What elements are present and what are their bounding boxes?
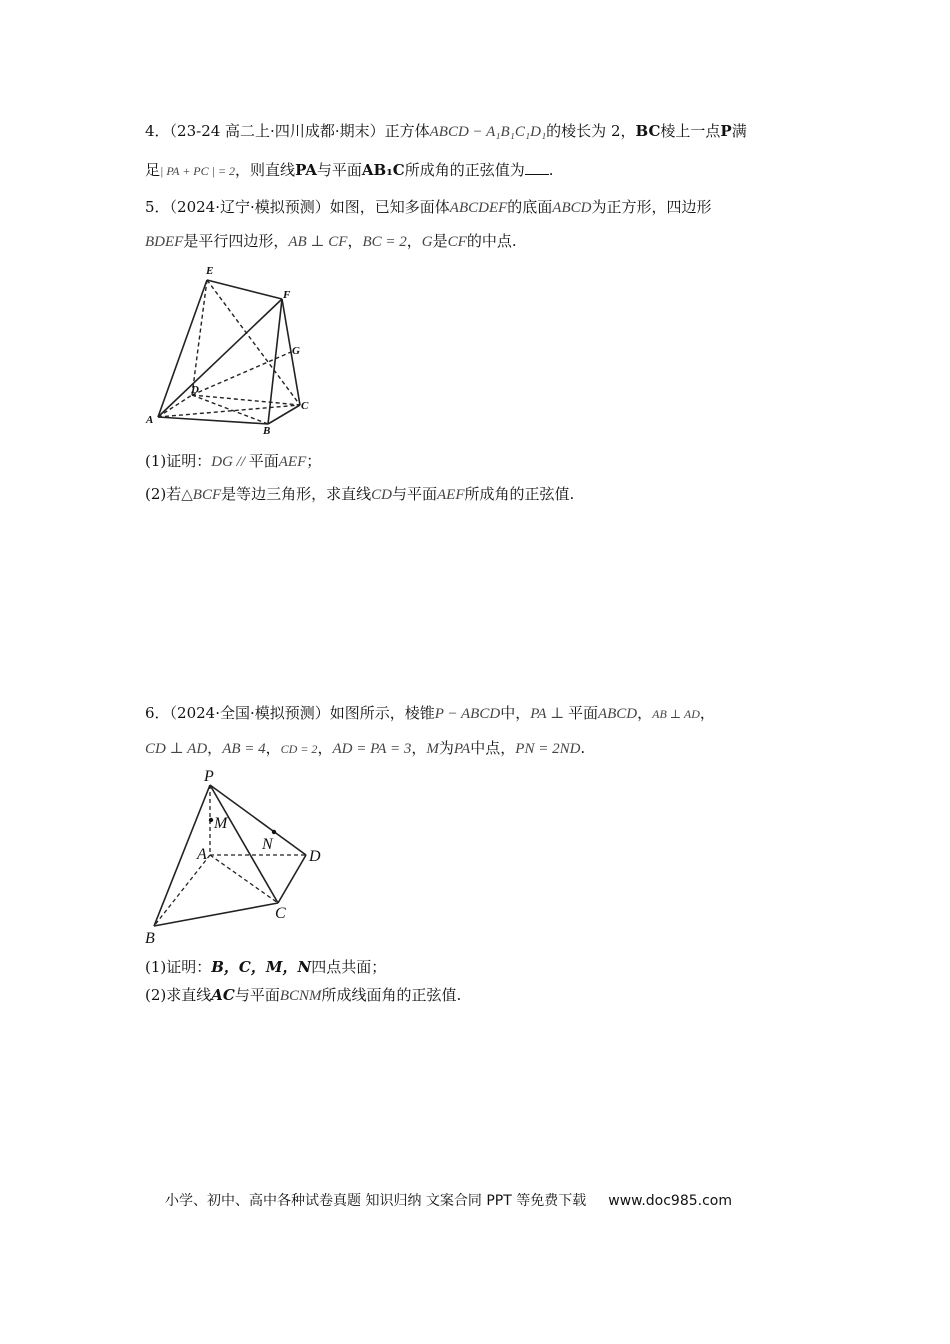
q5-math: G <box>421 234 433 250</box>
part-label: (1)证明： <box>145 452 212 470</box>
q6-math: M <box>426 741 439 757</box>
q5-text: 是 <box>432 232 448 250</box>
q4-line-2 <box>145 159 554 182</box>
q5-math: AB ⊥ CF <box>288 234 348 250</box>
fig-label-g: G <box>292 345 300 357</box>
q4-line-1 <box>145 120 747 143</box>
fig-label-a: A <box>146 414 154 426</box>
fig-label-a: A <box>197 846 207 863</box>
q6-text: ， <box>265 739 281 757</box>
q5-text: 的中点. <box>466 232 517 250</box>
q4-text: ，则直线 <box>235 161 296 179</box>
q4-text: 正方体 <box>384 122 430 140</box>
q6-text: ， <box>207 739 223 757</box>
footer-url[interactable]: www.doc985.com <box>608 1193 732 1209</box>
q6-part-1 <box>145 956 386 978</box>
q4-number: 4． <box>145 122 170 140</box>
q5-text: 如图，已知多面体 <box>329 198 450 216</box>
q5-text: 与平面 <box>391 485 437 503</box>
q5-part-1 <box>145 450 321 473</box>
fig-label-d: D <box>191 384 199 396</box>
fig-label-b: B <box>145 930 155 947</box>
q6-line-2 <box>145 737 585 760</box>
q4-text: 的棱长为 2， <box>546 122 636 140</box>
q6-text: . <box>580 739 586 757</box>
q6-math: AB ⊥ AD <box>652 707 700 721</box>
q5-number: 5． <box>145 198 170 216</box>
fig-label-c: C <box>275 905 286 922</box>
q4-bold: P <box>720 122 732 140</box>
q6-text: 为 <box>438 739 454 757</box>
fig-label-f: F <box>283 289 291 301</box>
q4-source: （23-24 高二上·四川成都·期末） <box>169 122 385 140</box>
q6-part-2 <box>145 984 461 1007</box>
q6-text: 中点， <box>470 739 516 757</box>
q6-text: ， <box>317 739 333 757</box>
q5-text: 是平行四边形， <box>183 232 289 250</box>
q5-text: ， <box>406 232 422 250</box>
q4-math-condition: | PA + PC | = 2 <box>160 164 236 178</box>
point-n <box>272 830 276 834</box>
q6-text: ， <box>699 704 715 722</box>
q4-text: 足 <box>145 161 161 179</box>
fig-label-m: M <box>214 815 228 832</box>
q5-math: CF <box>447 234 467 250</box>
q4-text: 满 <box>731 122 747 140</box>
q6-text: ， <box>411 739 427 757</box>
q4-text: 棱上一点 <box>660 122 721 140</box>
q6-math: ABCD <box>597 706 638 722</box>
q5-line-2 <box>145 230 517 253</box>
point-m <box>209 818 213 822</box>
q4-bold: PA <box>295 161 317 179</box>
footer-text: 小学、初中、高中各种试卷真题 知识归纳 文案合同 PPT 等免费下载 <box>165 1193 587 1209</box>
answer-blank <box>525 160 549 175</box>
q5-math: AEF <box>278 454 307 470</box>
q4-text: 所成角的正弦值为 <box>404 161 525 179</box>
q5-text: ； <box>306 452 322 470</box>
q5-source: （2024·辽宁·模拟预测） <box>169 198 330 216</box>
q5-part-2 <box>145 483 574 506</box>
q6-math: AD = PA = 3 <box>332 741 412 757</box>
q6-text: 所成线面角的正弦值. <box>321 986 462 1004</box>
q6-math: PN = 2ND <box>515 741 581 757</box>
q5-math: BC = 2 <box>362 234 407 250</box>
q6-text: 如图所示，棱锥 <box>329 704 435 722</box>
q4-bold: AB₁C <box>361 161 405 179</box>
q4-math-cube: ABCD − A₁B₁C₁D₁ <box>429 124 547 140</box>
q4-bold: BC <box>635 122 661 140</box>
q4-text: 与平面 <box>316 161 362 179</box>
q6-math: PA ⊥ <box>530 706 568 722</box>
q6-source: （2024·全国·模拟预测） <box>169 704 330 722</box>
fig-label-e: E <box>206 265 214 277</box>
q6-pyramid-figure <box>140 765 340 950</box>
q6-number: 6． <box>145 704 170 722</box>
q6-math: PA <box>453 741 471 757</box>
q6-text: 四点共面； <box>311 958 387 976</box>
q5-text: 所成角的正弦值. <box>464 485 575 503</box>
page-footer <box>165 1190 732 1210</box>
fig-label-c: C <box>301 400 309 412</box>
q6-math: CD ⊥ AD <box>145 741 208 757</box>
q6-text: ， <box>637 704 653 722</box>
q5-math: △BCF <box>181 487 222 503</box>
q6-bold: AC <box>211 986 235 1004</box>
q6-math: BCNM <box>279 988 322 1004</box>
q6-bold: B，C，M，N <box>211 958 312 976</box>
q5-math: BDEF <box>145 234 184 250</box>
q5-polyhedron-figure <box>140 260 320 440</box>
part-label: (1)证明： <box>145 958 212 976</box>
fig-label-p: P <box>204 768 214 785</box>
fig-label-d: D <box>309 848 321 865</box>
q5-math: CD <box>371 487 392 503</box>
q5-text: 的底面 <box>507 198 553 216</box>
q6-text: 中， <box>500 704 531 722</box>
q5-text: 平面 <box>248 452 279 470</box>
q6-line-1 <box>145 702 715 725</box>
q5-math: ABCD <box>552 200 592 216</box>
q4-text: . <box>548 161 554 179</box>
part-label: (2)若 <box>145 485 182 503</box>
q6-text: 平面 <box>567 704 598 722</box>
q5-math: ABCDEF <box>449 200 508 216</box>
q5-math: AEF <box>437 487 465 503</box>
fig-label-n: N <box>262 836 273 853</box>
q6-text: 与平面 <box>234 986 280 1004</box>
q5-text: 为正方形，四边形 <box>591 198 712 216</box>
q6-math: CD = 2 <box>280 742 318 756</box>
q5-text: 是等边三角形，求直线 <box>221 485 372 503</box>
q5-text: ， <box>347 232 363 250</box>
q6-math: P − ABCD <box>434 706 501 722</box>
part-label: (2)求直线 <box>145 986 212 1004</box>
q6-math: AB = 4 <box>222 741 266 757</box>
fig-label-b: B <box>263 425 271 437</box>
q5-line-1 <box>145 196 711 219</box>
q5-math: DG // <box>211 454 249 470</box>
